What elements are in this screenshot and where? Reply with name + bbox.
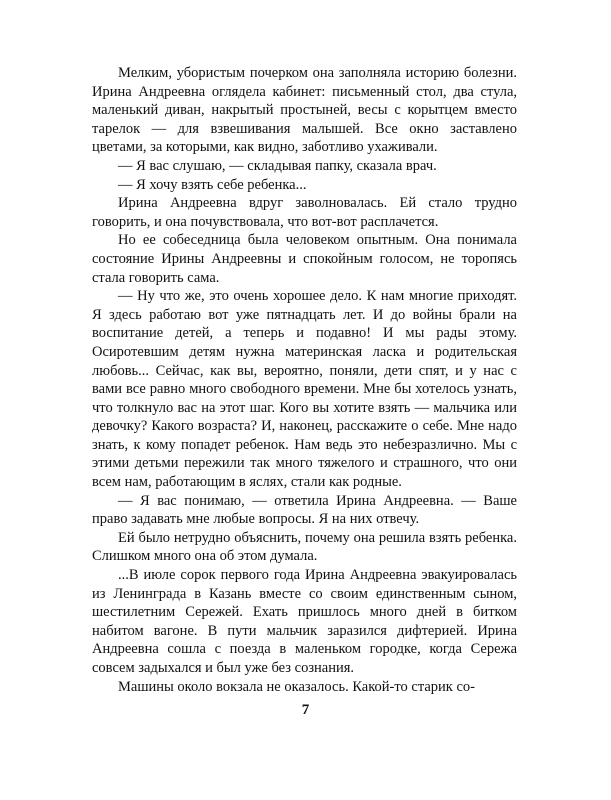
paragraph: — Я вас слушаю, — складывая папку, сказала врач. xyxy=(118,157,437,174)
paragraph: ...В июле сорок первого года Ирина Андреевна эвакуировалась из Ленинграда в Казань вместе со своим единственным сыном, шестилетним Сережей. Ехать пришлось много дней в битком набитом вагоне. В пути мальчик заразился дифтерией. Ирина Андреевна сошла с поезда в маленьком городке, когда Сережа совсем задыхался и был уже без сознания. xyxy=(92,567,517,676)
paragraph: — Ну что же, это очень хорошее дело. К нам многие приходят. Я здесь работаю вот уже пятнадцать лет. И до войны брали на воспитание детей, а теперь и подавно! И мы рады этому. Осиротевшим детям нужна материнская ласка и родительская любовь... Сейчас, как вы, вероятно, поняли, дети спят, и у нас с вами все равно много свободного времени. Мне бы хотелось узнать, что толкнуло вас на этот шаг. Кого вы хотите взять — мальчика или девочку? Какого возраста? И, наконец, расскажите о себе. Мне надо знать, к кому попадет ребенок. Нам ведь это небезразлично. Мы с этими детьми пережили так много тяжелого и страшного, что они всем нам, работающим в яслях, стали как родные. xyxy=(92,288,517,491)
paragraph: Ирина Андреевна вдруг заволновалась. Ей стало трудно говорить, и она почувствовала, что вот-вот расплачется. xyxy=(92,195,517,230)
book-page-text xyxy=(92,64,517,696)
paragraph: Ей было нетрудно объяснить, почему она решила взять ребенка. Слишком много она об этом думала. xyxy=(92,529,517,565)
paragraph: — Я хочу взять себе ребенка... xyxy=(118,176,307,193)
paragraph: Мелким, убористым почерком она заполняла историю болезни. Ирина Андреевна оглядела кабинет: письменный стол, два стула, маленький диван, накрытый простыней, весы с корытцем вместо тарелок — для взвешивания малышей. Все окно заставлено цветами, за которыми, как видно, заботливо ухаживали. xyxy=(92,65,517,156)
paragraph: — Я вас понимаю, — ответила Ирина Андреевна. — Ваше право задавать мне любые вопросы. Я на них отвечу. xyxy=(92,492,517,528)
paragraph: Машины около вокзала не оказалось. Какой-то старик со- xyxy=(118,678,475,695)
paragraph: Но ее собеседница была человеком опытным. Она понимала состояние Ирины Андреевны и спокойным голосом, не торопясь стала говорить сама. xyxy=(92,232,517,286)
page-number: 7 xyxy=(301,702,310,718)
